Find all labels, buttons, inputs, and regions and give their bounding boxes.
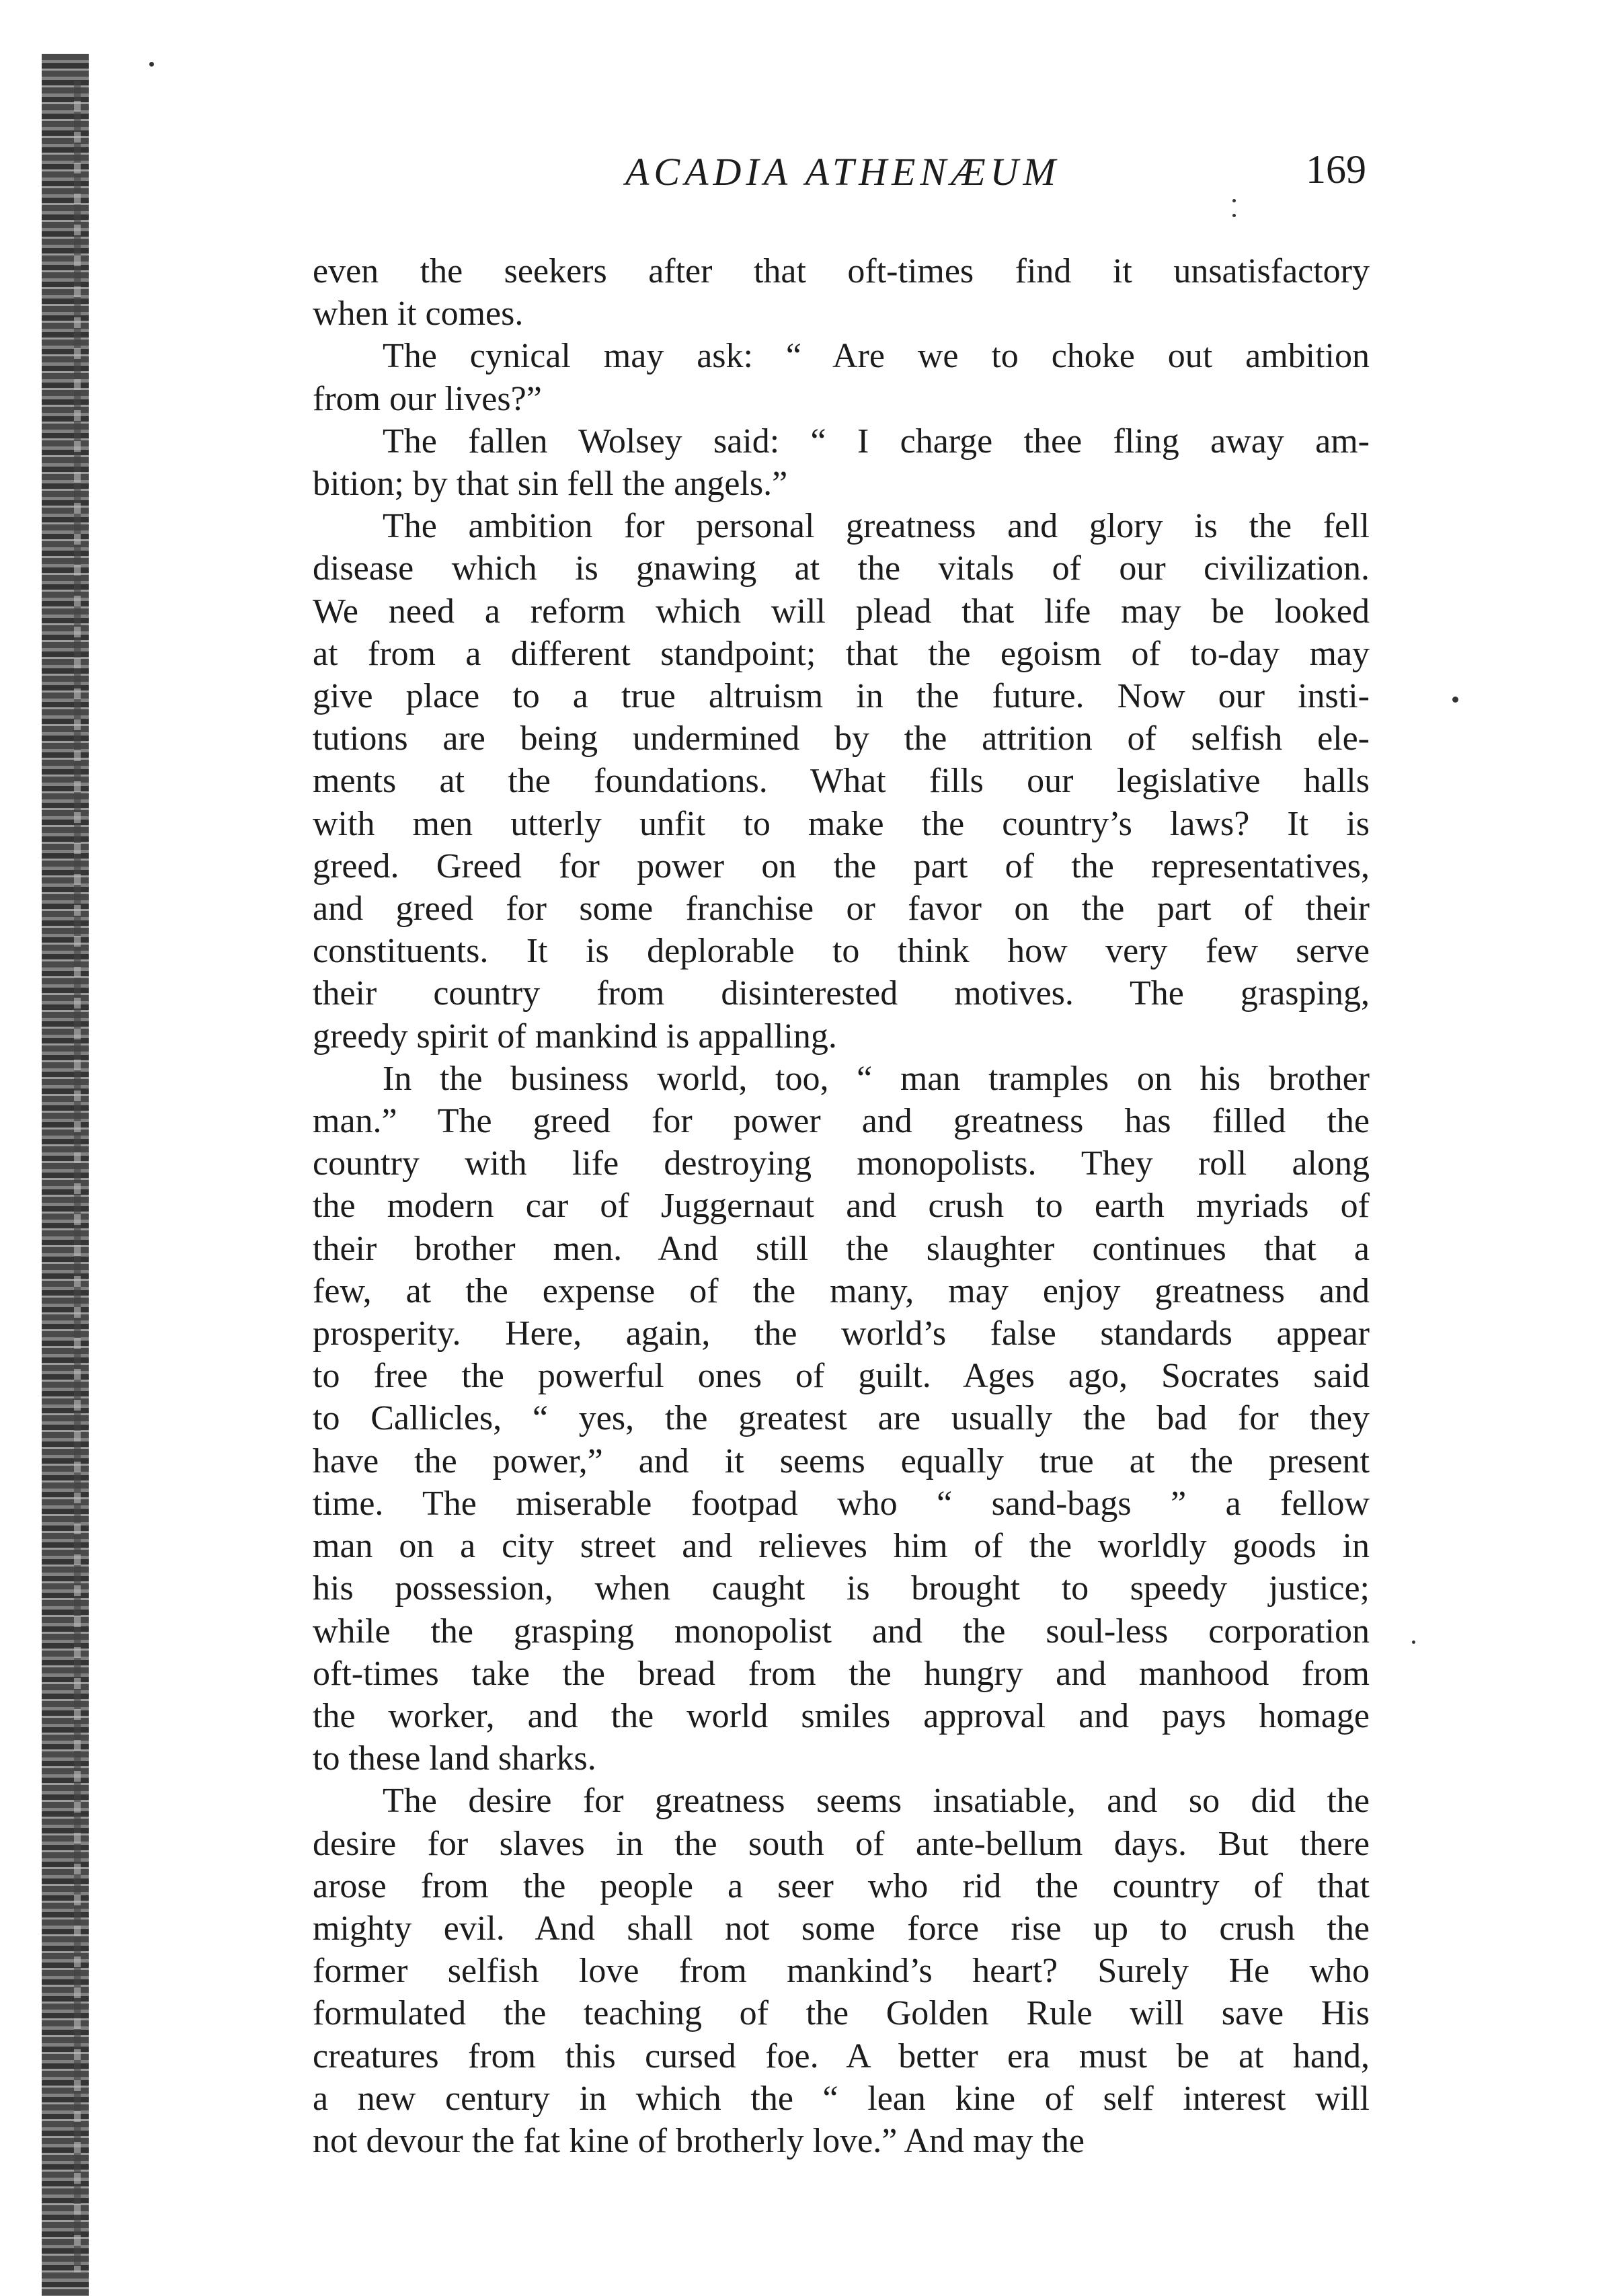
- text-line: greed. Greed for power on the part of the representatives,: [313, 846, 1370, 885]
- text-line: the worker, and the world smiles approval and pays homage: [313, 1696, 1370, 1735]
- text-line: In the business world, too, “ man tramples on his brother: [383, 1059, 1370, 1098]
- text-line: man.” The greed for power and greatness has filled the: [313, 1102, 1370, 1141]
- scan-speck: [149, 62, 154, 67]
- text-line: greedy spirit of mankind is appalling.: [313, 1017, 837, 1056]
- text-line: country with life destroying monopolists. They roll along: [313, 1144, 1370, 1183]
- text-line: desire for slaves in the south of ante-bellum days. But there: [313, 1824, 1370, 1863]
- text-line: few, at the expense of the many, may enjoy greatness and: [313, 1271, 1370, 1310]
- paragraph: [313, 335, 1370, 420]
- text-line: a new century in which the “ lean kine of self interest will: [313, 2079, 1370, 2118]
- binding-shadow: [74, 81, 81, 2272]
- scan-speck: [1412, 1640, 1415, 1644]
- text-line: with men utterly unfit to make the country’s laws? It is: [313, 804, 1370, 843]
- paragraph: [313, 505, 1370, 1058]
- scan-speck: [1232, 214, 1236, 217]
- text-line: bition; by that sin fell the angels.”: [313, 465, 788, 504]
- text-line: their brother men. And still the slaughter continues that a: [313, 1229, 1370, 1268]
- text-line: The ambition for personal greatness and glory is the fell: [383, 507, 1370, 546]
- paragraph: [313, 250, 1370, 335]
- text-line: their country from disinterested motives. The grasping,: [313, 974, 1370, 1013]
- text-line: the modern car of Juggernaut and crush to earth myriads of: [313, 1187, 1370, 1226]
- page-number: 169: [1306, 147, 1366, 192]
- text-line: We need a reform which will plead that life may be looked: [313, 592, 1370, 631]
- text-line: mighty evil. And shall not some force rise up to crush the: [313, 1909, 1370, 1948]
- binding-edge: [42, 54, 89, 2296]
- text-line: ments at the foundations. What fills our legislative halls: [313, 762, 1370, 801]
- body-text: [313, 250, 1370, 2162]
- text-line: creatures from this cursed foe. A better era must be at hand,: [313, 2036, 1370, 2075]
- text-line: former selfish love from mankind’s heart? Surely He who: [313, 1952, 1370, 1991]
- running-head: ACADIA ATHENÆUM: [625, 150, 1060, 194]
- page-header: [0, 149, 1611, 203]
- text-line: have the power,” and it seems equally true at the present: [313, 1441, 1370, 1480]
- text-line: The cynical may ask: “ Are we to choke out ambition: [383, 337, 1370, 376]
- text-line: time. The miserable footpad who “ sand-bags ” a fellow: [313, 1484, 1370, 1523]
- scan-speck: [1452, 697, 1458, 703]
- text-line: constituents. It is deplorable to think how very few serve: [313, 932, 1370, 971]
- paragraph: [313, 420, 1370, 505]
- text-line: to free the powerful ones of guilt. Ages ago, Socrates said: [313, 1357, 1370, 1396]
- text-line: to these land sharks.: [313, 1739, 596, 1778]
- text-line: disease which is gnawing at the vitals of our civilization.: [313, 549, 1370, 588]
- text-line: formulated the teaching of the Golden Rule will save His: [313, 1994, 1370, 2033]
- text-line: The desire for greatness seems insatiable, and so did the: [383, 1782, 1370, 1821]
- text-line: man on a city street and relieves him of the worldly goods in: [313, 1527, 1370, 1566]
- text-line: oft-times take the bread from the hungry and manhood from: [313, 1654, 1370, 1693]
- text-line: at from a different standpoint; that the egoism of to-day may: [313, 634, 1370, 673]
- text-line: The fallen Wolsey said: “ I charge thee fling away am-: [383, 422, 1370, 461]
- text-line: tutions are being undermined by the attrition of selfish ele-: [313, 719, 1370, 758]
- text-line: to Callicles, “ yes, the greatest are usually the bad for they: [313, 1399, 1370, 1438]
- text-line: when it comes.: [313, 294, 524, 333]
- text-line: his possession, when caught is brought to speedy justice;: [313, 1569, 1370, 1608]
- text-line: and greed for some franchise or favor on the part of their: [313, 889, 1370, 928]
- paragraph: [313, 1780, 1370, 2162]
- text-line: from our lives?”: [313, 379, 542, 418]
- paragraph: [313, 1058, 1370, 1780]
- text-line: prosperity. Here, again, the world’s false standards appear: [313, 1314, 1370, 1353]
- text-line: even the seekers after that oft-times find it unsatisfactory: [313, 252, 1370, 290]
- text-line: not devour the fat kine of brotherly love.” And may the: [313, 2121, 1085, 2160]
- text-line: arose from the people a seer who rid the country of that: [313, 1866, 1370, 1905]
- text-line: give place to a true altruism in the future. Now our insti-: [313, 677, 1370, 716]
- text-line: while the grasping monopolist and the soul-less corporation: [313, 1612, 1370, 1651]
